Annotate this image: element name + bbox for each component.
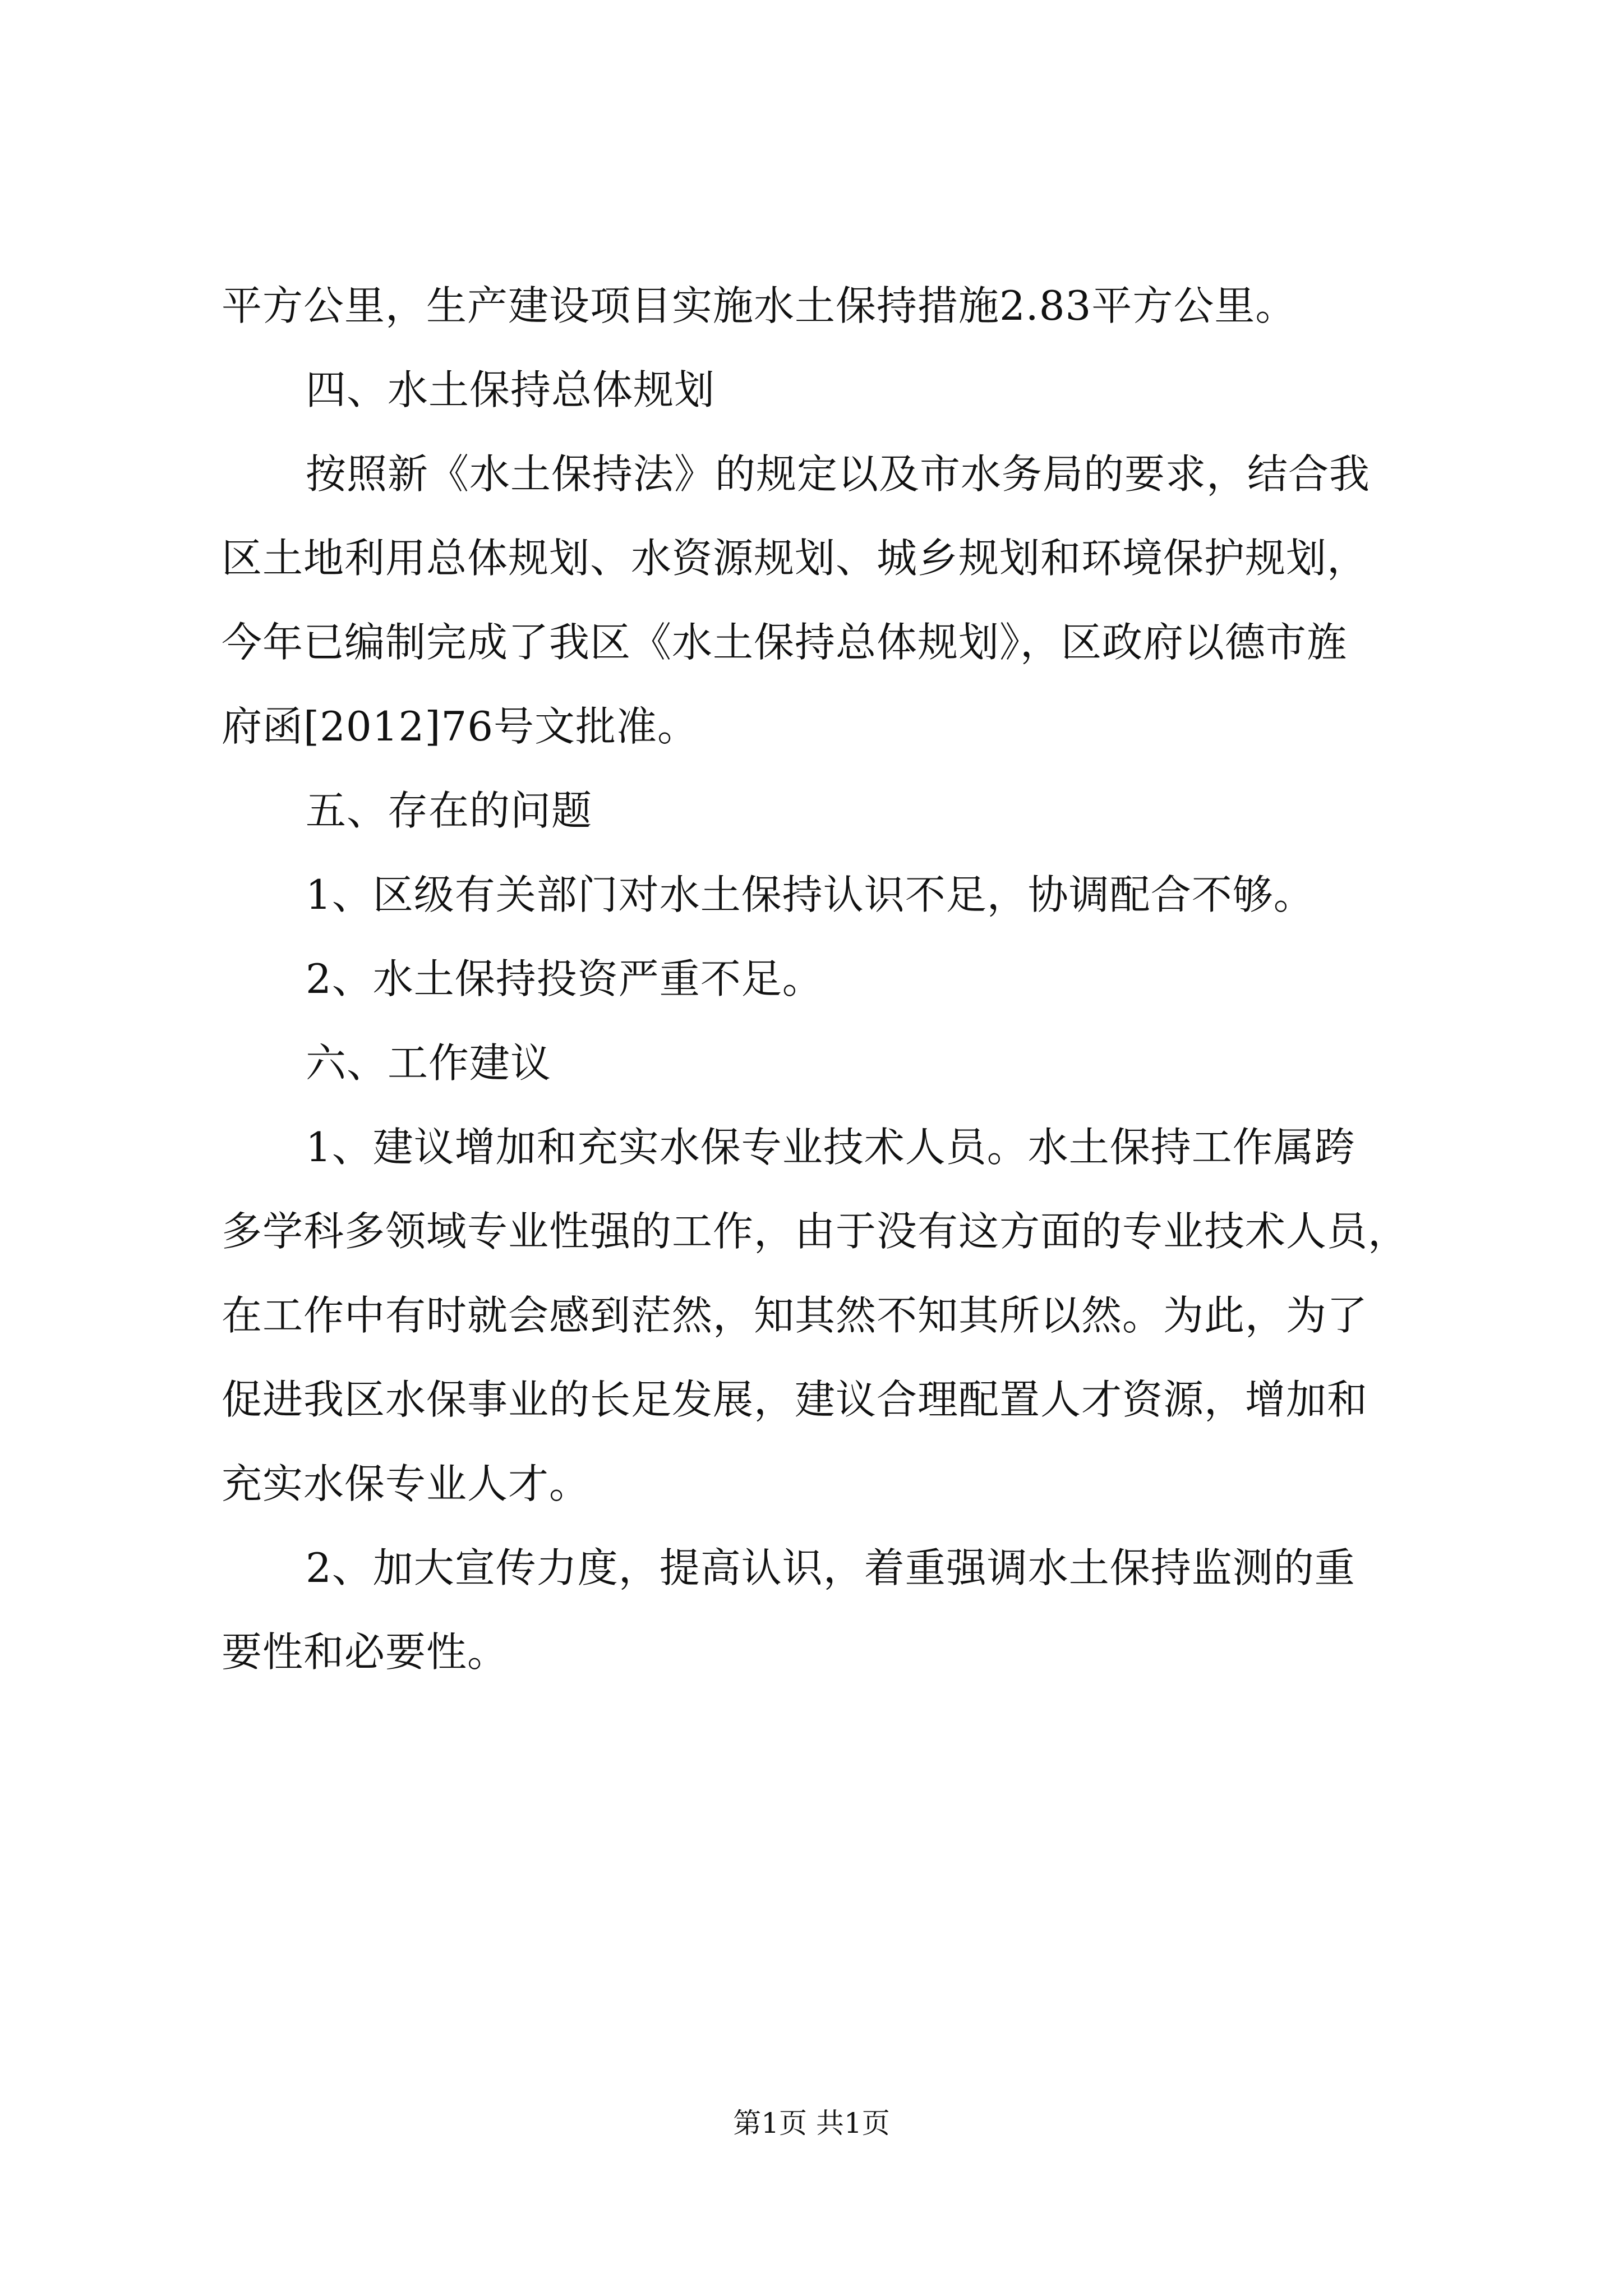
text-line: 1、区级有关部门对水土保持认识不足，协调配合不够。 [306, 871, 1315, 918]
text-line: 府函[2012]76号文批准。 [222, 703, 699, 750]
text-line: 要性和必要性。 [222, 1628, 509, 1676]
text-line: 2、加大宣传力度，提高认识，着重强调水土保持监测的重 [306, 1544, 1355, 1591]
section-heading: 四、水土保持总体规划 [306, 366, 716, 413]
text-line: 2、水土保持投资严重不足。 [306, 955, 823, 1002]
section-heading: 六、工作建议 [306, 1039, 552, 1087]
text-line: 区土地利用总体规划、水资源规划、城乡规划和环境保护规划， [222, 535, 1368, 582]
text-line: 1、建议增加和充实水保专业技术人员。水土保持工作属跨 [306, 1124, 1355, 1171]
text-line: 今年已编制完成了我区《水土保持总体规划》，区政府以德市旌 [222, 619, 1348, 666]
text-line: 平方公里，生产建设项目实施水土保持措施2.83平方公里。 [222, 282, 1297, 329]
document-body [222, 264, 1427, 1694]
text-line: 充实水保专业人才。 [222, 1460, 591, 1507]
page-footer: 第1页 共1页 [733, 2107, 890, 2139]
text-line: 在工作中有时就会感到茫然，知其然不知其所以然。为此，为了 [222, 1292, 1368, 1339]
text-line: 多学科多领域专业性强的工作，由于没有这方面的专业技术人员， [222, 1208, 1409, 1255]
section-heading: 五、存在的问题 [306, 787, 593, 834]
text-line: 促进我区水保事业的长足发展，建议合理配置人才资源，增加和 [222, 1376, 1368, 1423]
text-line: 按照新《水土保持法》的规定以及市水务局的要求，结合我 [306, 450, 1371, 498]
